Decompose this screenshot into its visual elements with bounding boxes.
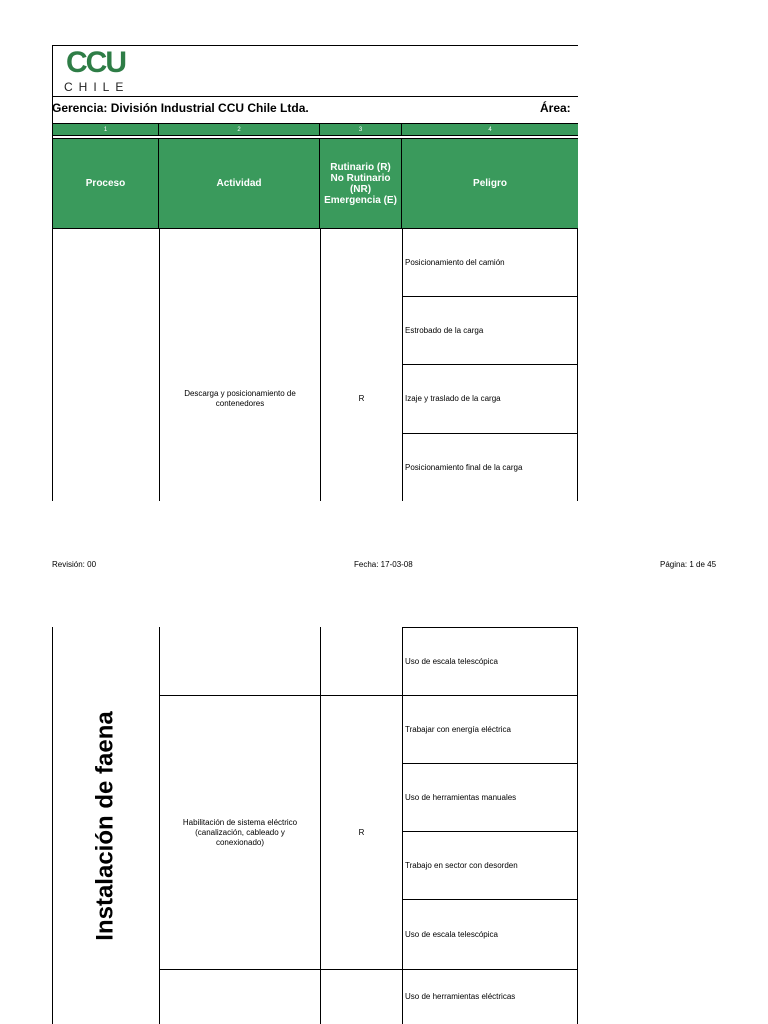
hazard-row [403, 970, 577, 1024]
activity-text: Descarga y posicionamiento de contenedores [184, 389, 296, 408]
hazard-text: Posicionamiento del camión [405, 257, 505, 267]
hazard-row [403, 832, 577, 900]
hazard-text: Uso de escala telescópica [405, 929, 498, 939]
hazard-text: Uso de escala telescópica [405, 656, 498, 666]
hazard-row [403, 628, 577, 695]
hazard-row [403, 229, 577, 297]
page-label: Página: 1 de 45 [660, 560, 717, 569]
header-divider [52, 96, 578, 97]
logo-main-text: CCU [66, 46, 125, 79]
activity-cell [160, 229, 320, 569]
hazard-text: Trabajo en sector con desorden [405, 860, 518, 870]
grid-line [577, 627, 578, 1024]
revision-label: Revisión: 00 [52, 560, 97, 569]
area-label: Área: [540, 101, 571, 115]
col-number-1: 1 [52, 123, 159, 136]
type-cell [321, 229, 402, 569]
col-number-4: 4 [402, 123, 578, 136]
hazard-row [403, 434, 577, 501]
hazard-text: Trabajar con energía eléctrica [405, 724, 511, 734]
hazard-text: Izaje y traslado de la carga [405, 394, 501, 403]
hazard-row [403, 900, 577, 969]
col-number-3: 3 [320, 123, 402, 136]
process-title: Instalación de faena [91, 711, 119, 941]
type-text: R [358, 394, 365, 403]
top-border [52, 45, 578, 46]
gerencia-label: Gerencia: División Industrial CCU Chile Ltda. [52, 101, 309, 115]
activity-cell [160, 696, 320, 969]
date-label: Fecha: 17-03-08 [354, 560, 413, 569]
header-rutinario: Rutinario (R) No Rutinario (NR) Emergencia (E) [320, 138, 402, 229]
hazard-text: Posicionamiento final de la carga [405, 462, 523, 472]
col-number-2: 2 [159, 123, 320, 136]
hazard-row [403, 297, 577, 365]
header-peligro: Peligro [402, 138, 578, 229]
header-actividad: Actividad [159, 138, 320, 229]
hazard-row [403, 696, 577, 764]
hazard-text: Estrobado de la carga [405, 325, 484, 335]
hazard-text: Uso de herramientas manuales [405, 792, 517, 802]
grid-line [577, 229, 578, 501]
process-title-cell [52, 628, 159, 1024]
header-proceso: Proceso [52, 138, 159, 229]
hazard-row [403, 764, 577, 832]
type-cell [321, 696, 402, 969]
hazard-row [403, 365, 577, 434]
logo-sub-text: CHILE [64, 80, 130, 94]
type-text: R [358, 827, 365, 837]
hazard-text: Uso de herramientas eléctricas [405, 992, 516, 1001]
activity-text: Habilitación de sistema eléctrico (canalización, cableado y conexionado) [182, 817, 298, 847]
